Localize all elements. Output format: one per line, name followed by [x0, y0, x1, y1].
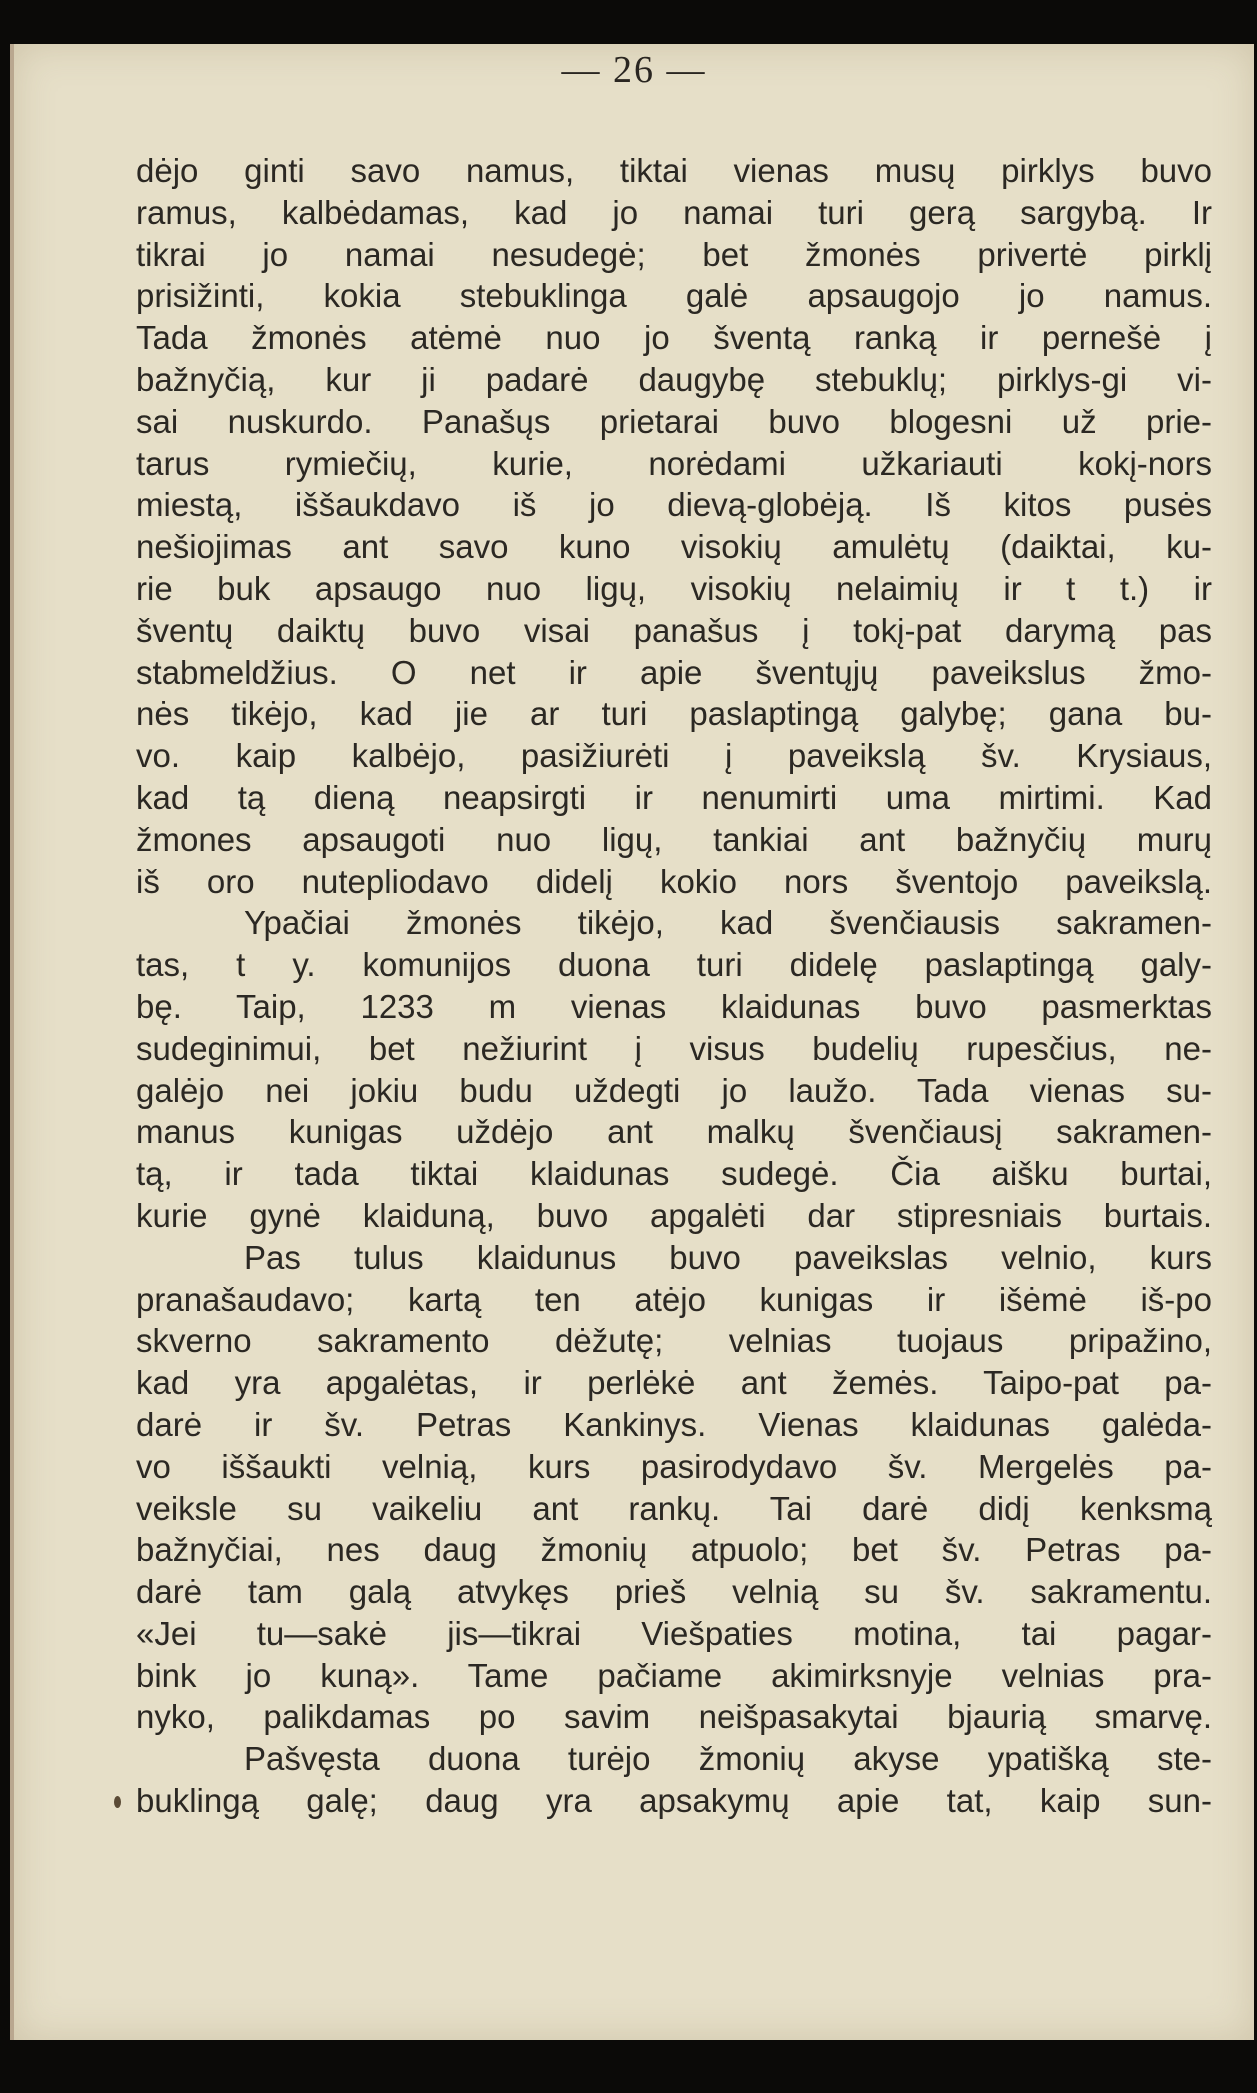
text-line: darė ir šv. Petras Kankinys. Vienas klaidunas galėda- — [136, 1405, 1212, 1443]
text-line: tikrai jo namai nesudegė; bet žmonės privertė pirklį — [136, 235, 1212, 273]
text-line: nyko, palikdamas po savim neišpasakytai bjaurią smarvę. — [136, 1698, 1212, 1736]
text-line: vo. kaip kalbėjo, pasižiurėti į paveikslą šv. Krysiaus, — [136, 737, 1212, 775]
text-line: dėjo ginti savo namus, tiktai vienas musų pirklys buvo — [136, 152, 1212, 189]
body-text — [136, 150, 1212, 1822]
text-line: tą, ir tada tiktai klaidunas sudegė. Čia aišku burtai, — [136, 1155, 1212, 1193]
text-line: pranašaudavo; kartą ten atėjo kunigas ir išėmė iš-po — [136, 1280, 1212, 1318]
text-line: prisižinti, kokia stebuklinga galė apsaugojo jo namus. — [136, 277, 1212, 315]
text-line: Pas tulus klaidunus buvo paveikslas velnio, kurs — [244, 1238, 1212, 1276]
text-line: skverno sakramento dėžutę; velnias tuojaus pripažino, — [136, 1322, 1212, 1360]
text-line: kad tą dieną neapsirgti ir nenumirti uma mirtimi. Kad — [136, 778, 1212, 816]
text-line: «Jei tu—sakė jis—tikrai Viešpaties motina, tai pagar- — [136, 1614, 1212, 1652]
text-line: bažnyčiai, nes daug žmonių atpuolo; bet šv. Petras pa- — [136, 1531, 1212, 1569]
text-line: bink jo kuną». Tame pačiame akimirksnyje velnias pra- — [136, 1656, 1212, 1694]
text-line: darė tam galą atvykęs prieš velnią su šv. sakramentu. — [136, 1573, 1212, 1611]
text-line: stabmeldžius. O net ir apie šventųjų paveikslus žmo- — [136, 653, 1212, 691]
text-line: manus kunigas uždėjo ant malkų švenčiausį sakramen- — [136, 1113, 1212, 1151]
text-line: kad yra apgalėtas, ir perlėkė ant žemės. Taipo-pat pa- — [136, 1364, 1212, 1402]
margin-mark — [114, 1796, 121, 1808]
text-line: Pašvęsta duona turėjo žmonių akyse ypatišką ste- — [244, 1740, 1212, 1778]
text-line: kurie gynė klaiduną, buvo apgalėti dar stipresniais burtais. — [136, 1196, 1212, 1234]
text-line: žmones apsaugoti nuo ligų, tankiai ant bažnyčių murų — [136, 820, 1212, 858]
text-line: veiksle su vaikeliu ant rankų. Tai darė didį kenksmą — [136, 1489, 1212, 1527]
text-line: bę. Taip, 1233 m vienas klaidunas buvo pasmerktas — [136, 987, 1212, 1025]
text-line: galėjo nei jokiu budu uždegti jo laužo. Tada vienas su- — [136, 1071, 1212, 1109]
book-page — [10, 44, 1254, 2040]
text-line: buklingą galę; daug yra apsakymų apie tat, kaip sun- — [136, 1782, 1212, 1820]
text-line: šventų daiktų buvo visai panašus į tokį-pat darymą pas — [136, 611, 1212, 649]
text-line: vo iššaukti velnią, kurs pasirodydavo šv. Mergelės pa- — [136, 1447, 1212, 1485]
text-line: nešiojimas ant savo kuno visokių amulėtų (daiktai, ku- — [136, 528, 1212, 566]
text-line: iš oro nutepliodavo didelį kokio nors šventojo paveikslą. — [136, 862, 1212, 900]
text-line: Tada žmonės atėmė nuo jo šventą ranką ir pernešė į — [136, 319, 1212, 357]
text-line: nės tikėjo, kad jie ar turi paslaptingą galybę; gana bu- — [136, 695, 1212, 733]
text-line: miestą, iššaukdavo iš jo dievą-globėją. Iš kitos pusės — [136, 486, 1212, 524]
text-line: sudeginimui, bet nežiurint į visus budelių rupesčius, ne- — [136, 1029, 1212, 1067]
text-line: rie buk apsaugo nuo ligų, visokių nelaimių ir t t.) ir — [136, 569, 1212, 607]
page-number: — 26 — — [561, 49, 707, 91]
text-line: sai nuskurdo. Panašųs prietarai buvo blogesni už prie- — [136, 402, 1212, 440]
text-line: tas, t y. komunijos duona turi didelę paslaptingą galy- — [136, 946, 1212, 984]
text-line: tarus rymiečių, kurie, norėdami užkariauti kokį-nors — [136, 444, 1212, 482]
text-line: Ypačiai žmonės tikėjo, kad švenčiausis sakramen- — [244, 904, 1212, 942]
text-line: bažnyčią, kur ji padarė daugybę stebuklų; pirklys-gi vi- — [136, 360, 1212, 398]
text-line: ramus, kalbėdamas, kad jo namai turi gerą sargybą. Ir — [136, 193, 1212, 231]
